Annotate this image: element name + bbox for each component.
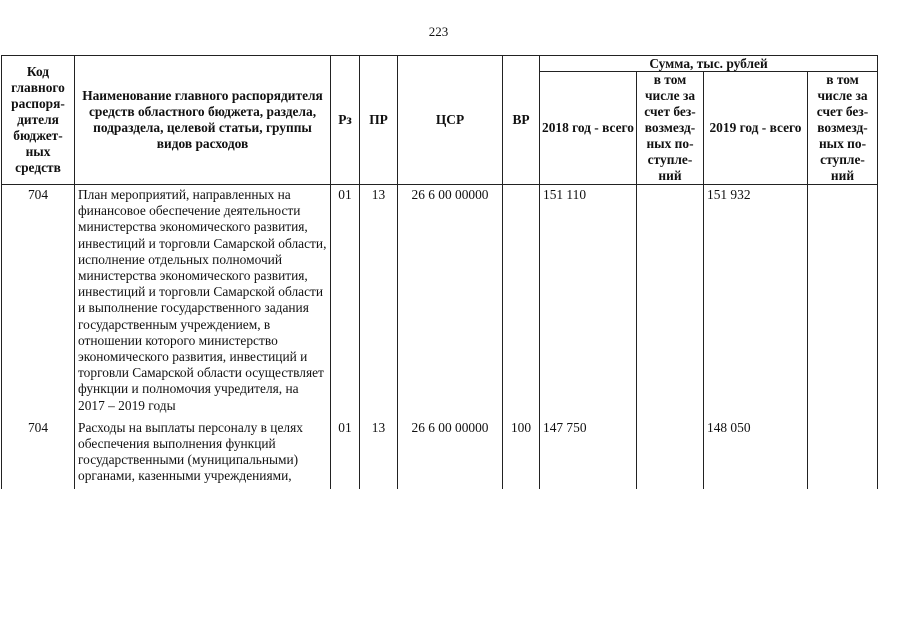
- row-2018-total: 147 750: [540, 418, 637, 489]
- row-pr: 13: [360, 185, 398, 418]
- row-name: План мероприятий, направленных на финансовое обеспечение деятельности министерства экономического развития, инвестиций и торговли Самарской области, исполнение отдельных полномочий министерства экономического развития, инвестиций и торговли Самарской области и выполнение государственного задания государственным учреждением, в отношении которого министерство экономического развития, инвестиций и торговли Самарской области осуществляет функции и полномочия учредителя, на 2017 – 2019 годы: [75, 185, 331, 418]
- header-code: Код главного распоря-дителя бюджет-ных средств: [2, 56, 75, 185]
- row-csr: 26 6 00 00000: [398, 185, 503, 418]
- row-2018-grants: [637, 418, 704, 489]
- header-2018-total: 2018 год - всего: [540, 72, 637, 185]
- table-row: [2, 418, 878, 489]
- row-pr: 13: [360, 418, 398, 489]
- header-rz: Рз: [331, 56, 360, 185]
- row-rz: 01: [331, 185, 360, 418]
- row-2019-total: 148 050: [704, 418, 808, 489]
- budget-table: [1, 55, 878, 489]
- row-csr: 26 6 00 00000: [398, 418, 503, 489]
- header-pr: ПР: [360, 56, 398, 185]
- row-2019-total: 151 932: [704, 185, 808, 418]
- row-vr: [503, 185, 540, 418]
- row-2018-grants: [637, 185, 704, 418]
- header-csr: ЦСР: [398, 56, 503, 185]
- header-2018-grants: в том числе за счет без-возмезд-ных по-ступле-ний: [637, 72, 704, 185]
- header-name: Наименование главного распорядителя средств областного бюджета, раздела, подраздела, целевой статьи, группы видов расходов: [75, 56, 331, 185]
- table-row: [2, 185, 878, 418]
- row-rz: 01: [331, 418, 360, 489]
- row-2019-grants: [808, 185, 878, 418]
- row-2019-grants: [808, 418, 878, 489]
- header-2019-grants: в том числе за счет без-возмезд-ных по-ступле-ний: [808, 72, 878, 185]
- row-code: 704: [2, 418, 75, 489]
- row-2018-total: 151 110: [540, 185, 637, 418]
- row-vr: 100: [503, 418, 540, 489]
- page-number: 223: [428, 24, 449, 39]
- header-2019-total: 2019 год - всего: [704, 72, 808, 185]
- row-name: Расходы на выплаты персоналу в целях обеспечения выполнения функций государственными (муниципальными) органами, казенными учреждениями,: [75, 418, 331, 489]
- header-vr: ВР: [503, 56, 540, 185]
- header-sum: Сумма, тыс. рублей: [540, 56, 878, 72]
- row-code: 704: [2, 185, 75, 418]
